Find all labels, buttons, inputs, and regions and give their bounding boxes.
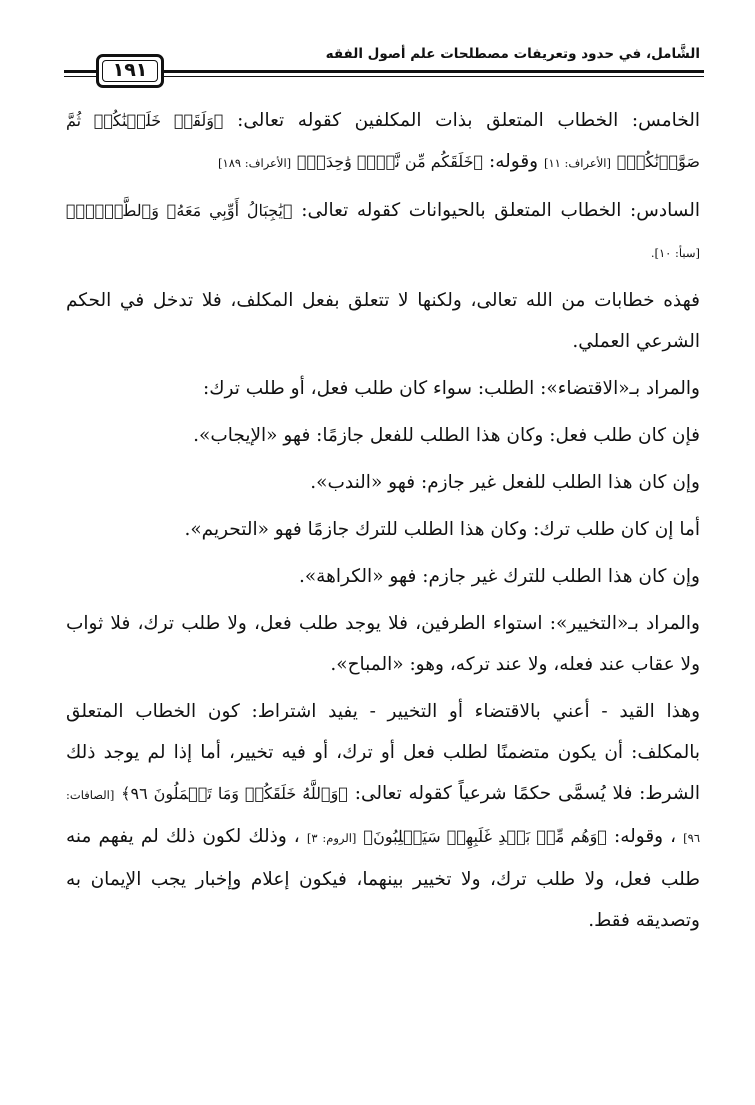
running-title: الشَّامل، في حدود وتعريفات مصطلحات علم أصول الفقه bbox=[325, 46, 700, 62]
quran-verse: ﴿يَٰجِبَالُ أَوِّبِي مَعَهُۥ وَٱلطَّيۡرَۖ﴾ bbox=[66, 201, 293, 220]
paragraph: أما إن كان طلب ترك: وكان هذا الطلب للترك جازمًا فهو «التحريم». bbox=[184, 519, 700, 540]
paragraph-condition bbox=[66, 691, 700, 941]
paragraph: وإن كان هذا الطلب للترك غير جازم: فهو «الكراهة». bbox=[298, 566, 700, 587]
verse-reference: [الأعراف: ١٨٩] bbox=[218, 156, 292, 170]
paragraph-text: السادس: الخطاب المتعلق بالحيوانات كقوله تعالى: bbox=[292, 200, 700, 221]
body-text bbox=[66, 100, 700, 947]
quran-verse: ﴿وَهُم مِّنۢ بَعۡدِ غَلَبِهِمۡ سَيَغۡلِبُونَ﴾ bbox=[363, 827, 607, 846]
paragraph: فهذه خطابات من الله تعالى، ولكنها لا تتعلق بفعل المكلف، فلا تدخل في الحكم الشرعي العملي. bbox=[66, 290, 700, 352]
page-number-frame bbox=[96, 54, 164, 88]
verse-reference: [الصافات: ٩٦] bbox=[66, 788, 701, 845]
paragraph-text: ، وقوله: bbox=[606, 826, 677, 847]
paragraph-text: ، وذلك لكون ذلك لم يفهم منه طلب فعل، ولا طلب ترك، ولا تخيير بينهما، فيكون إعلام وإخبار يجب الإيمان به وتصديقه فقط. bbox=[66, 826, 700, 931]
paragraph: والمراد بـ«التخيير»: استواء الطرفين، فلا يوجد طلب فعل، ولا طلب ترك، فلا ثواب ولا عقاب عند فعله، ولا عند تركه، وهو: «المباح». bbox=[66, 613, 700, 675]
paragraph-text: وهذا القيد - أعني بالاقتضاء أو التخيير - يفيد اشتراط: كون الخطاب المتعلق بالمكلف: أن يكون متضمنًا لطلب فعل أو ترك، أو فيه تخيير، أما إذا لم يوجد ذلك الشرط: فلا يُسمَّى حكمًا شرعياً كقوله تعالى: bbox=[66, 701, 701, 804]
paragraph-text: وقوله: bbox=[483, 151, 539, 172]
verse-reference: [سبأ: ١٠]. bbox=[650, 246, 700, 260]
verse-reference: [الروم: ٣] bbox=[306, 831, 357, 845]
paragraph-text: الخامس: الخطاب المتعلق بذات المكلفين كقوله تعالى: bbox=[223, 110, 701, 131]
page-header bbox=[64, 40, 704, 90]
quran-verse: ﴿وَٱللَّهُ خَلَقَكُمۡ وَمَا تَعۡمَلُونَ ٩٦﴾ bbox=[121, 784, 348, 803]
quran-verse: ﴿خَلَقَكُم مِّن نَّفۡسٖ وَٰحِدَةٖ﴾ bbox=[297, 152, 484, 171]
paragraph: والمراد بـ«الاقتضاء»: الطلب: سواء كان طلب فعل، أو طلب ترك: bbox=[203, 378, 700, 399]
paragraph: وإن كان هذا الطلب للفعل غير جازم: فهو «الندب». bbox=[310, 472, 700, 493]
paragraph: فإن كان طلب فعل: وكان هذا الطلب للفعل جازمًا: فهو «الإيجاب». bbox=[193, 425, 700, 446]
paragraph-fifth-type bbox=[66, 100, 700, 184]
page-number: ١٩١ bbox=[112, 59, 148, 81]
verse-reference: [الأعراف: ١١] bbox=[544, 156, 611, 170]
quran-verse: ﴿وَلَقَدۡ خَلَقۡنَٰكُمۡ ثُمَّ صَوَّرۡنَٰكُمۡ﴾ bbox=[66, 111, 700, 171]
paragraph-sixth-type bbox=[66, 190, 700, 274]
